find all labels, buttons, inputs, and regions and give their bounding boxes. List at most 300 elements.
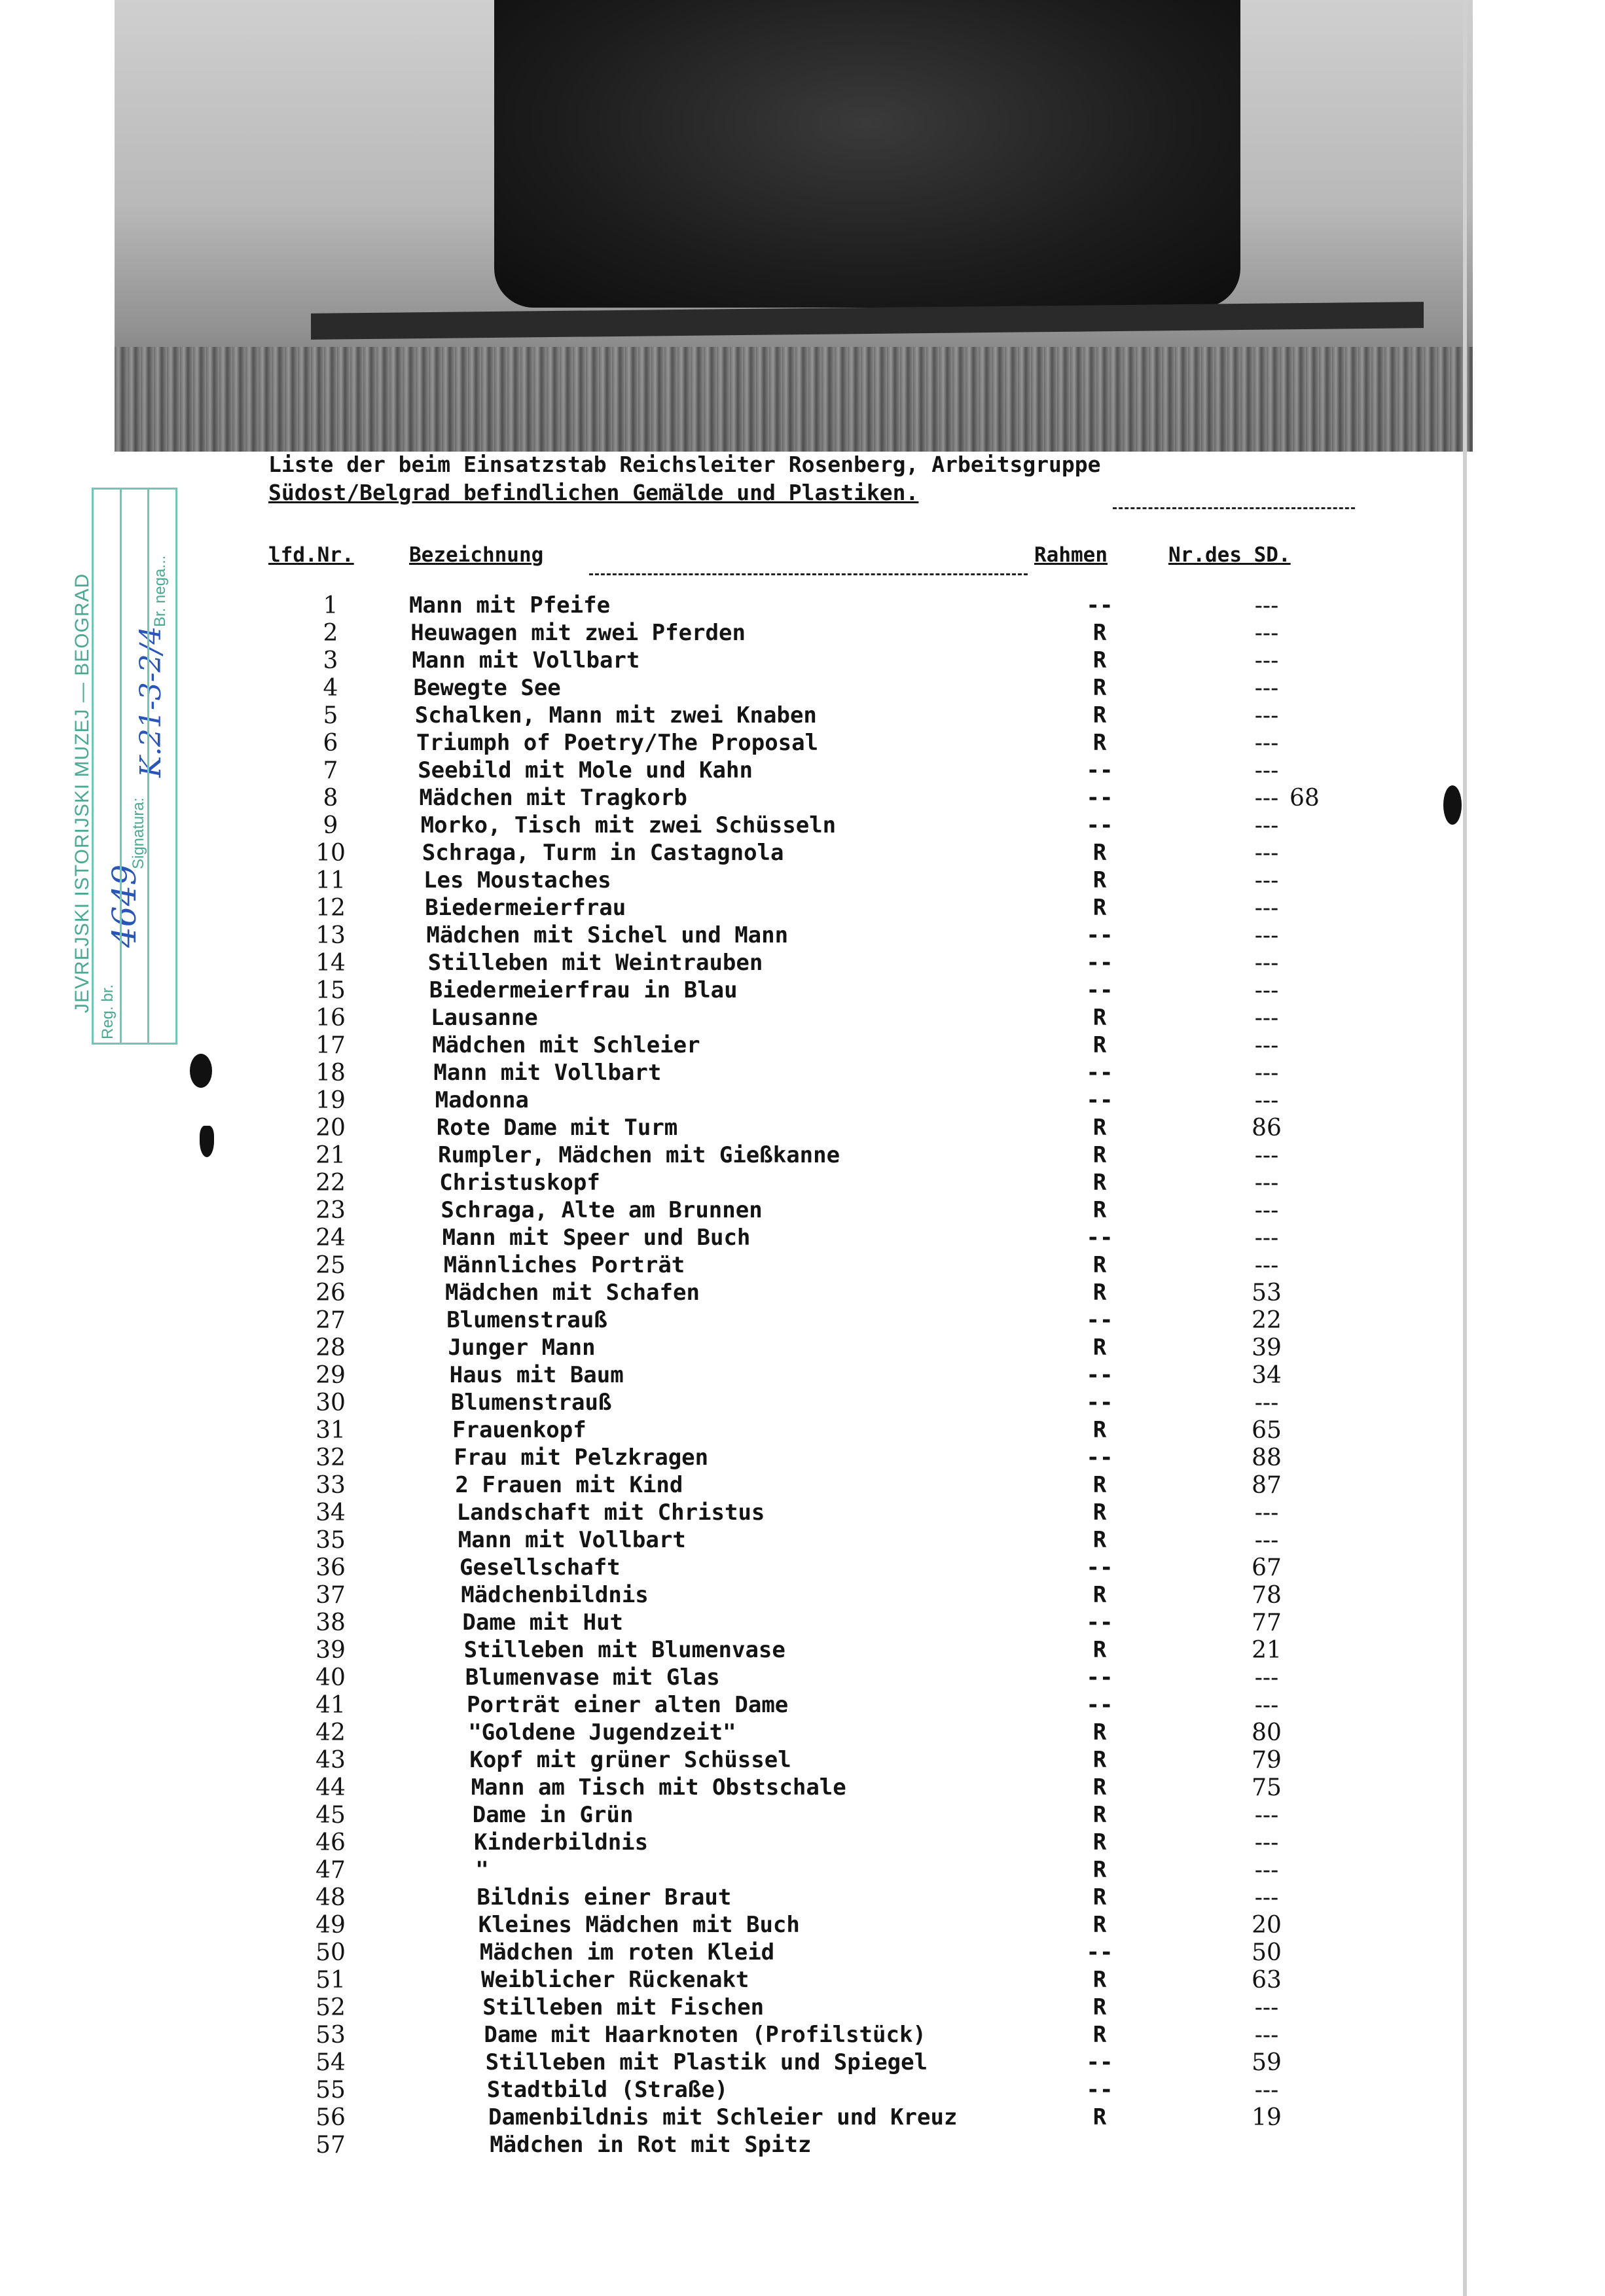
item-title: Dame in Grün: [472, 1802, 634, 1828]
item-number: 25: [316, 1252, 346, 1279]
list-item: [0, 592, 1605, 620]
item-title: Triumph of Poetry/The Proposal: [416, 730, 819, 756]
list-item: [0, 1335, 1605, 1362]
list-item: [0, 1444, 1605, 1472]
item-sd-number: ---: [1254, 1087, 1279, 1114]
item-frame: R: [1092, 1582, 1107, 1608]
item-title: Biedermeierfrau in Blau: [429, 977, 738, 1003]
item-frame: R: [1092, 1719, 1107, 1746]
item-number: 38: [316, 1609, 346, 1636]
item-title: Porträt einer alten Dame: [467, 1692, 789, 1718]
list-item: [0, 977, 1605, 1005]
item-number: 15: [316, 977, 346, 1004]
item-number: 34: [316, 1499, 346, 1526]
item-number: 43: [316, 1747, 346, 1774]
item-title: Kinderbildnis: [474, 1829, 649, 1856]
list-item: [0, 730, 1605, 757]
list-item: [0, 922, 1605, 950]
item-title: Mann am Tisch mit Obstschale: [471, 1774, 846, 1801]
item-frame: R: [1092, 620, 1107, 646]
item-sd-number: ---: [1254, 2022, 1279, 2049]
stamp-signature-label: Signatura:: [130, 797, 147, 869]
item-title: Mann mit Vollbart: [458, 1527, 686, 1553]
item-frame: --: [1086, 812, 1113, 838]
item-number: 52: [316, 1994, 346, 2021]
col-header-lfd: lfd.Nr.: [268, 543, 354, 567]
item-number: 41: [316, 1692, 346, 1719]
item-number: 51: [316, 1967, 346, 1994]
item-sd-number: ---: [1254, 592, 1279, 619]
list-item: [0, 1857, 1605, 1884]
ink-mark: [1443, 785, 1462, 825]
ink-mark: [200, 1126, 214, 1157]
photo-floor: [115, 347, 1473, 452]
item-number: 16: [316, 1005, 346, 1031]
item-title: Blumenstrauß: [446, 1307, 607, 1333]
item-number: 7: [323, 757, 338, 784]
item-frame: --: [1086, 592, 1113, 619]
list-item: [0, 1142, 1605, 1170]
item-frame: R: [1092, 1197, 1107, 1223]
list-item: [0, 840, 1605, 867]
list-item: [0, 1060, 1605, 1087]
item-sd-number: ---: [1254, 950, 1279, 977]
list-item: [0, 1692, 1605, 1719]
stamp-reg-value: 4649: [105, 864, 143, 948]
list-item: [0, 1197, 1605, 1225]
item-number: 53: [316, 2022, 346, 2049]
item-title: Lausanne: [431, 1005, 538, 1031]
item-frame: R: [1092, 840, 1107, 866]
list-item: [0, 1582, 1605, 1609]
list-item: [0, 1170, 1605, 1197]
list-item: [0, 1390, 1605, 1417]
list-item: [0, 1967, 1605, 1994]
item-number: 14: [316, 950, 346, 977]
item-title: Mädchen mit Tragkorb: [419, 785, 687, 811]
item-frame: R: [1092, 1005, 1107, 1031]
list-item: [0, 647, 1605, 675]
item-number: 10: [316, 840, 346, 867]
item-sd-number: ---: [1254, 867, 1279, 894]
list-item: [0, 1472, 1605, 1499]
title-rule: [1113, 507, 1355, 509]
item-title: Blumenvase mit Glas: [465, 1664, 720, 1691]
list-item: [0, 1087, 1605, 1115]
item-number: 39: [316, 1637, 346, 1664]
item-frame: --: [1086, 1444, 1113, 1471]
item-sd-number: ---: [1254, 1527, 1279, 1554]
item-frame: R: [1092, 1912, 1107, 1938]
item-number: 50: [316, 1939, 346, 1966]
item-number: 49: [316, 1912, 346, 1939]
item-frame: --: [1086, 757, 1113, 783]
item-title: Blumenstrauß: [450, 1390, 612, 1416]
item-frame: R: [1092, 730, 1107, 756]
item-frame: R: [1092, 867, 1107, 893]
item-number: 27: [316, 1307, 346, 1334]
column-header-rule: [589, 573, 1028, 575]
item-sd-number: ---: [1254, 922, 1279, 949]
item-title: Madonna: [435, 1087, 529, 1113]
item-number: 28: [316, 1335, 346, 1361]
list-item: [0, 675, 1605, 702]
item-sd-number: ---: [1254, 1857, 1279, 1884]
item-sd-number: ---: [1254, 840, 1279, 867]
item-sd-number: 21: [1252, 1637, 1282, 1664]
item-sd-number: ---: [1254, 812, 1279, 839]
item-title: Dame mit Haarknoten (Profilstück): [484, 2022, 926, 2048]
item-frame: R: [1092, 1417, 1107, 1443]
item-number: 32: [316, 1444, 346, 1471]
item-number: 47: [316, 1857, 346, 1884]
item-frame: R: [1092, 1032, 1107, 1058]
item-number: 17: [316, 1032, 346, 1059]
item-title: Bildnis einer Braut: [477, 1884, 732, 1910]
item-number: 44: [316, 1774, 346, 1801]
item-sd-number: ---: [1254, 1884, 1279, 1911]
item-sd-number: 50: [1252, 1939, 1282, 1966]
item-title: Frauenkopf: [452, 1417, 586, 1443]
item-sd-number: 39: [1252, 1335, 1282, 1361]
item-number: 35: [316, 1527, 346, 1554]
item-frame: R: [1092, 1142, 1107, 1168]
col-header-rahmen: Rahmen: [1034, 543, 1108, 567]
item-frame: R: [1092, 1170, 1107, 1196]
item-sd-number: 86: [1252, 1115, 1282, 1141]
list-item: [0, 1005, 1605, 1032]
item-number: 45: [316, 1802, 346, 1829]
item-sd-number: ---: [1254, 647, 1279, 674]
item-sd-number: ---: [1254, 2077, 1279, 2104]
item-sd-number: 19: [1252, 2104, 1282, 2131]
list-item: [0, 2049, 1605, 2077]
item-sd-number: ---: [1254, 675, 1279, 702]
item-number: 12: [316, 895, 346, 922]
document-title-line-2: Südost/Belgrad befindlichen Gemälde und Plastiken.: [268, 480, 919, 505]
item-number: 21: [316, 1142, 346, 1169]
item-sd-number: 34: [1252, 1362, 1282, 1389]
item-frame: R: [1092, 1527, 1107, 1553]
item-frame: --: [1086, 1362, 1113, 1388]
item-title: Mädchen mit Schafen: [445, 1280, 700, 1306]
item-title: "Goldene Jugendzeit": [468, 1719, 736, 1746]
item-title: Kopf mit grüner Schüssel: [469, 1747, 791, 1773]
item-frame: --: [1086, 1225, 1113, 1251]
item-sd-number: ---: [1254, 1802, 1279, 1829]
list-item: [0, 1884, 1605, 1912]
item-sd-number: ---: [1254, 1170, 1279, 1196]
item-frame: R: [1092, 1884, 1107, 1910]
item-frame: R: [1092, 895, 1107, 921]
item-title: Schraga, Turm in Castagnola: [422, 840, 784, 866]
list-item: [0, 1609, 1605, 1637]
item-sd-number: 78: [1252, 1582, 1282, 1609]
item-frame: R: [1092, 1829, 1107, 1856]
item-number: 26: [316, 1280, 346, 1306]
item-frame: R: [1092, 1857, 1107, 1883]
item-frame: --: [1086, 1664, 1113, 1691]
item-frame: --: [1086, 1692, 1113, 1718]
item-number: 42: [316, 1719, 346, 1746]
item-title: Haus mit Baum: [449, 1362, 624, 1388]
item-extra-number: 68: [1289, 785, 1320, 812]
item-title: Morko, Tisch mit zwei Schüsseln: [420, 812, 837, 838]
item-sd-number: 59: [1252, 2049, 1282, 2076]
item-number: 9: [323, 812, 338, 839]
item-sd-number: 79: [1252, 1747, 1282, 1774]
item-title: Biedermeierfrau: [425, 895, 626, 921]
item-number: 46: [316, 1829, 346, 1856]
item-title: Mädchen mit Sichel und Mann: [426, 922, 789, 948]
item-sd-number: 88: [1252, 1444, 1282, 1471]
item-frame: --: [1086, 1609, 1113, 1636]
item-title: Seebild mit Mole und Kahn: [418, 757, 753, 783]
item-number: 4: [323, 675, 338, 702]
item-title: Mädchen mit Schleier: [432, 1032, 700, 1058]
list-item: [0, 1527, 1605, 1554]
photographed-machine: [494, 0, 1240, 308]
list-item: [0, 1637, 1605, 1664]
item-frame: R: [1092, 1637, 1107, 1663]
item-sd-number: ---: [1254, 757, 1279, 784]
col-header-sd: Nr.des SD.: [1168, 543, 1291, 567]
item-frame: R: [1092, 1280, 1107, 1306]
list-item: [0, 895, 1605, 922]
item-sd-number: ---: [1254, 1829, 1279, 1856]
item-sd-number: ---: [1254, 1499, 1279, 1526]
item-number: 18: [316, 1060, 346, 1086]
list-item: [0, 2104, 1605, 2132]
photo-shadow: [311, 302, 1424, 340]
item-sd-number: 22: [1252, 1307, 1282, 1334]
item-frame: R: [1092, 1967, 1107, 1993]
item-title: Christuskopf: [439, 1170, 600, 1196]
item-number: 33: [316, 1472, 346, 1499]
item-title: Frau mit Pelzkragen: [454, 1444, 709, 1471]
header-photograph: [115, 0, 1473, 452]
item-sd-number: ---: [1254, 1032, 1279, 1059]
list-item: [0, 1664, 1605, 1692]
item-frame: R: [1092, 2022, 1107, 2048]
item-frame: R: [1092, 1252, 1107, 1278]
list-item: [0, 785, 1605, 812]
list-item: [0, 1939, 1605, 1967]
ink-mark: [190, 1054, 212, 1088]
item-number: 23: [316, 1197, 346, 1224]
item-frame: --: [1086, 785, 1113, 811]
item-frame: --: [1086, 2049, 1113, 2075]
item-sd-number: 67: [1252, 1554, 1282, 1581]
item-number: 19: [316, 1087, 346, 1114]
item-frame: --: [1086, 950, 1113, 976]
item-frame: R: [1092, 1499, 1107, 1526]
list-item: [0, 1417, 1605, 1444]
item-number: 22: [316, 1170, 346, 1196]
list-item: [0, 2077, 1605, 2104]
item-frame: R: [1092, 647, 1107, 673]
item-frame: --: [1086, 977, 1113, 1003]
item-sd-number: ---: [1254, 1142, 1279, 1169]
item-number: 40: [316, 1664, 346, 1691]
item-number: 30: [316, 1390, 346, 1416]
item-title: Stilleben mit Fischen: [482, 1994, 765, 2020]
item-title: ": [475, 1857, 489, 1883]
item-number: 29: [316, 1362, 346, 1389]
item-title: Mädchen in Rot mit Spitz: [490, 2132, 812, 2158]
item-sd-number: 75: [1252, 1774, 1282, 1801]
item-sd-number: ---: [1254, 1692, 1279, 1719]
item-title: Weiblicher Rückenakt: [481, 1967, 749, 1993]
stamp-br-label: Br. nega...: [151, 555, 169, 627]
stamp-signature-value: K.21-3-2/4: [134, 626, 168, 778]
item-title: Landschaft mit Christus: [456, 1499, 765, 1526]
item-number: 54: [316, 2049, 346, 2076]
list-item: [0, 1252, 1605, 1280]
item-number: 56: [316, 2104, 346, 2131]
item-title: Gesellschaft: [460, 1554, 621, 1581]
item-title: Mann mit Pfeife: [409, 592, 611, 619]
item-frame: --: [1086, 922, 1113, 948]
item-title: Bewegte See: [413, 675, 561, 701]
item-number: 20: [316, 1115, 346, 1141]
item-number: 24: [316, 1225, 346, 1251]
document-title-line-1: Liste der beim Einsatzstab Reichsleiter Rosenberg, Arbeitsgruppe: [268, 452, 1101, 477]
list-item: [0, 1307, 1605, 1335]
item-number: 31: [316, 1417, 346, 1444]
item-title: Mann mit Vollbart: [433, 1060, 662, 1086]
item-title: Stilleben mit Plastik und Spiegel: [485, 2049, 928, 2075]
stamp-reg-label: Reg. br.: [99, 984, 117, 1039]
list-item: [0, 1747, 1605, 1774]
item-number: 11: [316, 867, 346, 894]
item-frame: --: [1086, 1390, 1113, 1416]
item-frame: --: [1086, 2077, 1113, 2103]
item-sd-number: ---: [1254, 1664, 1279, 1691]
list-item: [0, 1554, 1605, 1582]
item-sd-number: 20: [1252, 1912, 1282, 1939]
item-sd-number: ---: [1254, 785, 1279, 812]
item-sd-number: ---: [1254, 1005, 1279, 1031]
item-number: 48: [316, 1884, 346, 1911]
item-number: 37: [316, 1582, 346, 1609]
item-sd-number: ---: [1254, 730, 1279, 757]
item-title: Stilleben mit Weintrauben: [427, 950, 763, 976]
item-title: Rote Dame mit Turm: [436, 1115, 678, 1141]
item-title: Mann mit Vollbart: [412, 647, 640, 673]
item-frame: R: [1092, 1994, 1107, 2020]
list-item: [0, 1280, 1605, 1307]
list-item: [0, 1994, 1605, 2022]
item-number: 8: [323, 785, 338, 812]
list-item: [0, 1774, 1605, 1802]
item-frame: R: [1092, 1802, 1107, 1828]
list-item: [0, 1719, 1605, 1747]
item-frame: R: [1092, 1747, 1107, 1773]
item-number: 36: [316, 1554, 346, 1581]
item-title: Mädchenbildnis: [461, 1582, 649, 1608]
item-frame: R: [1092, 1335, 1107, 1361]
item-title: Kleines Mädchen mit Buch: [478, 1912, 800, 1938]
item-frame: R: [1092, 2104, 1107, 2130]
item-number: 6: [323, 730, 338, 757]
item-frame: R: [1092, 1115, 1107, 1141]
item-frame: --: [1086, 1939, 1113, 1965]
item-sd-number: 65: [1252, 1417, 1282, 1444]
item-frame: --: [1086, 1060, 1113, 1086]
item-sd-number: ---: [1254, 1994, 1279, 2021]
item-number: 13: [316, 922, 346, 949]
list-item: [0, 757, 1605, 785]
item-title: Mädchen im roten Kleid: [479, 1939, 775, 1965]
item-sd-number: 80: [1252, 1719, 1282, 1746]
item-number: 5: [323, 702, 338, 729]
item-sd-number: ---: [1254, 1252, 1279, 1279]
list-item: [0, 1225, 1605, 1252]
list-item: [0, 950, 1605, 977]
list-item: [0, 812, 1605, 840]
list-item: [0, 1115, 1605, 1142]
item-title: Schalken, Mann mit zwei Knaben: [414, 702, 817, 728]
list-item: [0, 1362, 1605, 1390]
item-frame: --: [1086, 1307, 1113, 1333]
item-title: Heuwagen mit zwei Pferden: [410, 620, 746, 646]
item-title: Mann mit Speer und Buch: [442, 1225, 751, 1251]
item-sd-number: ---: [1254, 1197, 1279, 1224]
item-frame: R: [1092, 702, 1107, 728]
item-frame: R: [1092, 1774, 1107, 1801]
list-item: [0, 2132, 1605, 2159]
item-sd-number: 77: [1252, 1609, 1282, 1636]
item-sd-number: ---: [1254, 620, 1279, 647]
col-header-bezeichnung: Bezeichnung: [409, 543, 544, 567]
item-sd-number: ---: [1254, 895, 1279, 922]
item-title: Stadtbild (Straße): [486, 2077, 729, 2103]
item-frame: --: [1086, 1554, 1113, 1581]
item-sd-number: ---: [1254, 1390, 1279, 1416]
list-item: [0, 1802, 1605, 1829]
item-title: Stilleben mit Blumenvase: [463, 1637, 785, 1663]
item-number: 55: [316, 2077, 346, 2104]
item-sd-number: ---: [1254, 702, 1279, 729]
list-item: [0, 1829, 1605, 1857]
item-title: Männliches Porträt: [443, 1252, 685, 1278]
item-sd-number: ---: [1254, 1225, 1279, 1251]
list-item: [0, 620, 1605, 647]
list-item: [0, 702, 1605, 730]
item-sd-number: 87: [1252, 1472, 1282, 1499]
item-sd-number: 53: [1252, 1280, 1282, 1306]
list-item: [0, 2022, 1605, 2049]
item-title: Schraga, Alte am Brunnen: [441, 1197, 763, 1223]
item-sd-number: ---: [1254, 977, 1279, 1004]
item-title: Les Moustaches: [424, 867, 611, 893]
item-title: Damenbildnis mit Schleier und Kreuz: [488, 2104, 958, 2130]
item-title: Junger Mann: [448, 1335, 596, 1361]
item-frame: --: [1086, 1087, 1113, 1113]
item-frame: R: [1092, 675, 1107, 701]
item-frame: R: [1092, 1472, 1107, 1498]
item-number: 1: [323, 592, 338, 619]
item-number: 2: [323, 620, 338, 647]
list-item: [0, 867, 1605, 895]
item-title: Rumpler, Mädchen mit Gießkanne: [438, 1142, 840, 1168]
list-item: [0, 1499, 1605, 1527]
item-number: 57: [316, 2132, 346, 2159]
item-sd-number: ---: [1254, 1060, 1279, 1086]
item-title: 2 Frauen mit Kind: [455, 1472, 683, 1498]
item-number: 3: [323, 647, 338, 674]
